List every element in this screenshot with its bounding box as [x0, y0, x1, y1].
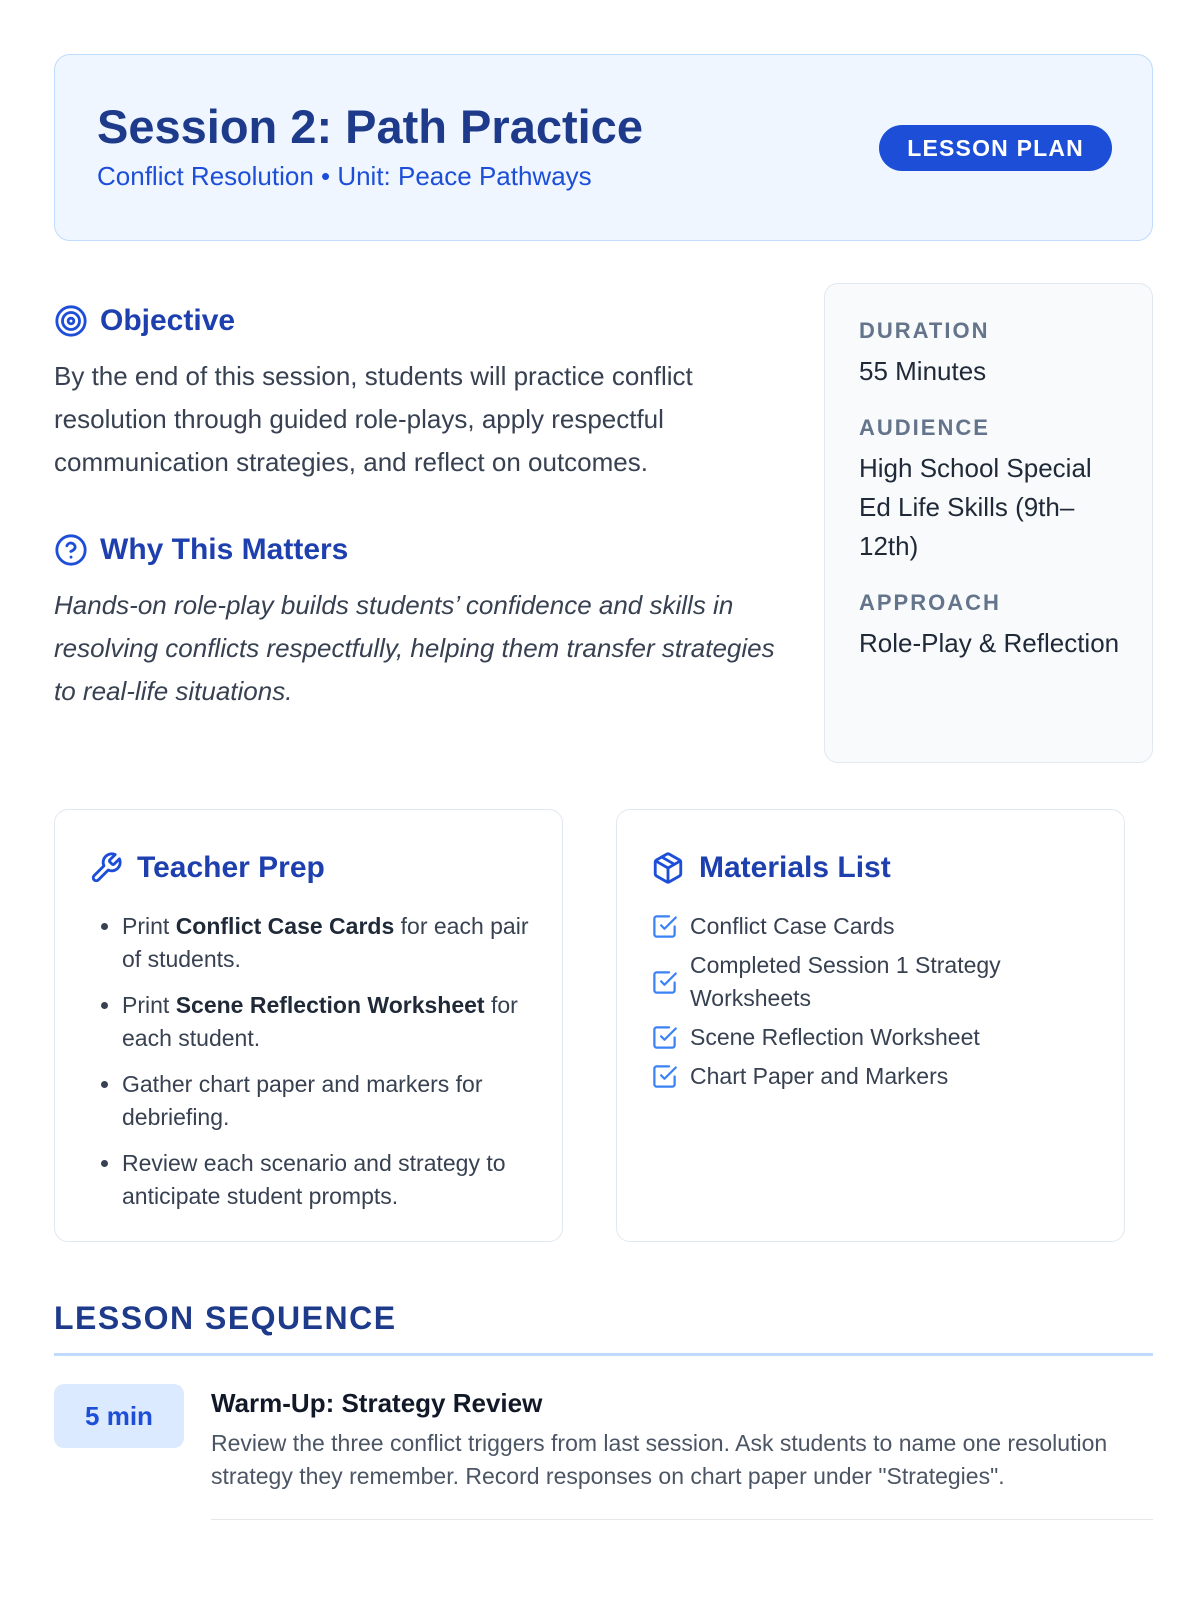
prep-materials-row	[54, 809, 1153, 1242]
checkbox-checked-icon	[651, 1024, 678, 1051]
step-title: Warm-Up: Strategy Review	[211, 1388, 543, 1418]
objective-column	[54, 301, 784, 713]
list-item: • Gather chart paper and markers for debriefing.	[122, 1068, 532, 1134]
lesson-plan-page	[54, 54, 1153, 1520]
approach-label: APPROACH	[859, 590, 1001, 615]
approach-block	[859, 590, 1122, 663]
step-divider	[211, 1519, 1153, 1520]
lesson-header	[54, 54, 1153, 241]
lesson-plan-badge: LESSON PLAN	[879, 125, 1112, 171]
materials-heading	[651, 848, 1094, 888]
step-body	[211, 1384, 1153, 1520]
step-description: Review the three conflict triggers from last session. Ask students to name one resolution strategy they remember. Record responses on chart paper under "Strategies".	[211, 1430, 1108, 1489]
duration-block	[859, 318, 1122, 391]
teacher-prep-heading-label: Teacher Prep	[137, 851, 325, 884]
page-title: Session 2: Path Practice	[97, 100, 643, 153]
why-heading	[54, 530, 784, 570]
lesson-sequence-heading: LESSON SEQUENCE	[54, 1300, 1153, 1356]
list-item: • Print Conflict Case Cards for each pair of students.	[122, 910, 532, 976]
question-circle-icon	[54, 533, 88, 567]
teacher-prep-list	[89, 910, 532, 1213]
duration-value: 55 Minutes	[859, 356, 987, 386]
why-heading-label: Why This Matters	[100, 533, 349, 566]
objective-text: By the end of this session, students will practice conflict resolution through guided role-plays, apply respectful communication strategies, and reflect on outcomes.	[54, 361, 693, 477]
audience-block	[859, 415, 1122, 566]
step-time-badge: 5 min	[54, 1384, 184, 1448]
sequence-step	[54, 1384, 1153, 1520]
list-item: • Print Scene Reflection Worksheet for each student.	[122, 989, 532, 1055]
approach-value: Role-Play & Reflection	[859, 628, 1120, 658]
wrench-icon	[89, 851, 123, 885]
checkbox-checked-icon	[651, 969, 678, 996]
objective-heading	[54, 301, 784, 341]
list-item: Conflict Case Cards	[651, 910, 1094, 943]
package-icon	[651, 851, 685, 885]
list-item: Chart Paper and Markers	[651, 1060, 1094, 1093]
session-info-card	[824, 283, 1153, 763]
list-item: Completed Session 1 Strategy Worksheets	[651, 949, 1094, 1015]
teacher-prep-card	[54, 809, 563, 1242]
audience-label: AUDIENCE	[859, 415, 990, 440]
checkbox-checked-icon	[651, 913, 678, 940]
list-item: • Review each scenario and strategy to anticipate student prompts.	[122, 1147, 532, 1213]
materials-list	[651, 910, 1094, 1093]
duration-label: DURATION	[859, 318, 990, 343]
objective-heading-label: Objective	[100, 304, 236, 337]
why-text: Hands-on role-play builds students’ confidence and skills in resolving conflicts respectfully, helping them transfer strategies to real-life situations.	[54, 590, 775, 706]
list-item: Scene Reflection Worksheet	[651, 1021, 1094, 1054]
audience-value: High School Special Ed Life Skills (9th–12th)	[859, 453, 1092, 561]
teacher-prep-heading	[89, 848, 532, 888]
materials-heading-label: Materials List	[699, 851, 891, 884]
page-subtitle: Conflict Resolution • Unit: Peace Pathways	[97, 161, 592, 191]
target-icon	[54, 304, 88, 338]
overview-section	[54, 241, 1153, 809]
materials-list-card	[616, 809, 1125, 1242]
checkbox-checked-icon	[651, 1063, 678, 1090]
